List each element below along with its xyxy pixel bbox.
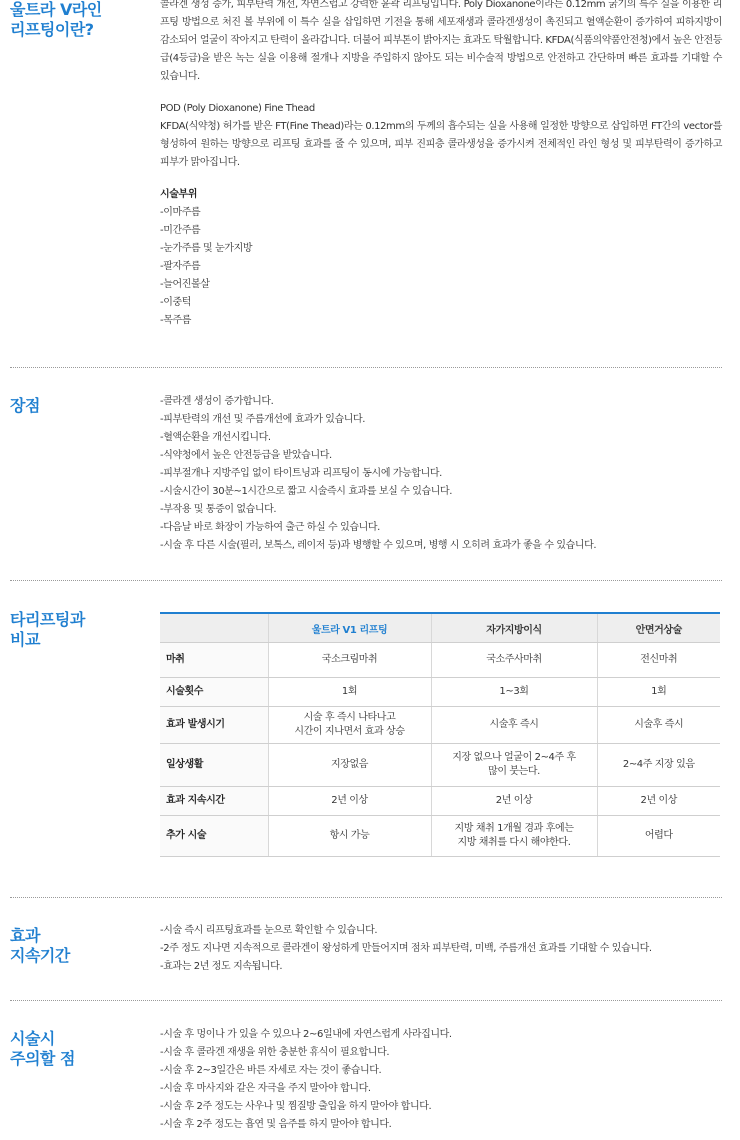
list-item: -목주름 xyxy=(160,315,191,326)
table-cell: 지장 없으나 얼굴이 2~4주 후 많이 붓는다. xyxy=(431,744,597,787)
duration-title-line2: 지속기간 xyxy=(10,946,70,965)
list-item: -2주 정도 지나면 지속적으로 콜라겐이 왕성하게 만들어지며 점차 피부탄력, 미백, 주름개선 효과를 기대할 수 있습니다. xyxy=(160,943,652,954)
table-cell: 시술후 즉시 xyxy=(597,707,720,744)
list-item: -시술 후 2주 정도는 흡연 및 음주를 하지 말아야 합니다. xyxy=(160,1119,392,1130)
table-cell: 국소크림마취 xyxy=(268,643,431,678)
merits-body xyxy=(160,393,722,555)
table-header-cell xyxy=(160,613,268,643)
row-label: 마취 xyxy=(160,643,268,678)
list-item: -다음날 바로 화장이 가능하여 출근 하실 수 있습니다. xyxy=(160,522,380,533)
list-item: -시술 후 마사지와 같은 자극을 주지 말아야 합니다. xyxy=(160,1083,371,1094)
intro-paragraph-2: KFDA(식약청) 허가를 받은 FT(Fine Thead)라는 0.12mm의 두께의 흡수되는 실을 사용해 일정한 방향으로 삽입하면 FT간의 vector를 형성하여 원하는 방향으로 리프팅 효과를 줄 수 있으며, 피부 진피층 콜라생성을 증가시켜 전체적인 라인 형성 및 피부탄력이 증가하고 피부가 맑아집니다. xyxy=(160,121,722,168)
list-item: -콜라겐 생성이 증가합니다. xyxy=(160,396,274,407)
list-item: -시술 후 멍이나 가 있을 수 있으나 2~6일내에 자연스럽게 사라집니다. xyxy=(160,1029,452,1040)
table-header-row xyxy=(160,613,720,643)
duration-list xyxy=(160,922,722,976)
list-item: -시술 즉시 리프팅효과를 눈으로 확인할 수 있습니다. xyxy=(160,925,378,936)
areas-block xyxy=(160,186,722,330)
table-cell: 1~3회 xyxy=(431,678,597,707)
compare-title-line2: 비교 xyxy=(10,630,40,649)
pod-block xyxy=(160,100,722,172)
table-cell: 시술 후 즉시 나타나고 시간이 지나면서 효과 상승 xyxy=(268,707,431,744)
table-cell: 시술후 즉시 xyxy=(431,707,597,744)
section-divider xyxy=(10,897,722,898)
intro-paragraph-1: 콜라겐 생성 증가, 피부탄력 개선, 자연스럽고 강력한 윤곽 리프팅입니다. Poly Dioxanone이라는 0.12mm 굵기의 특수 실을 이용한 리프팅 방법으로 처진 볼 부위에 이 특수 실을 삽입하면 기전을 통해 세포재생과 콜라겐생성이 촉진되고 혈액순환이 증가하여 피하지방이 감소되어 얼굴이 작아지고 탄력이 올라갑니다. 더불어 피부톤이 밝아지는 효과도 탁월합니다. KFDA(식품의약품안전청)에서 높은 안전등급(4등급)을 받은 녹는 실을 이용해 절개나 지방을 주입하지 않아도 되는 비수술적 방법으로 안전하고 간단하며 빠른 효과를 기대할 수 있습니다. xyxy=(160,0,722,82)
list-item: -눈가주름 및 눈가지방 xyxy=(160,243,253,254)
table-cell: 2년 이상 xyxy=(268,787,431,816)
list-item: -혈액순환을 개선시킵니다. xyxy=(160,432,271,443)
list-item: -시술 후 2~3일간은 바른 자세로 자는 것이 좋습니다. xyxy=(160,1065,382,1076)
list-item: -식약청에서 높은 안전등급을 받았습니다. xyxy=(160,450,332,461)
cautions-body xyxy=(160,1026,722,1134)
table-header-cell: 자가지방이식 xyxy=(431,613,597,643)
cautions-title-line1: 시술시 xyxy=(10,1029,55,1048)
table-cell: 지장없음 xyxy=(268,744,431,787)
duration-title xyxy=(10,926,70,966)
intro-title-line2: 리프팅이란? xyxy=(10,20,94,39)
list-item: -이중턱 xyxy=(160,297,191,308)
comparison-table xyxy=(160,612,720,857)
merits-list xyxy=(160,393,722,555)
table-cell: 항시 가능 xyxy=(268,816,431,857)
table-cell: 1회 xyxy=(268,678,431,707)
intro-title xyxy=(10,0,102,40)
table-cell: 1회 xyxy=(597,678,720,707)
cautions-title-line2: 주의할 점 xyxy=(10,1049,75,1068)
table-header-cell: 안면거상술 xyxy=(597,613,720,643)
table-row xyxy=(160,816,720,857)
list-item: -효과는 2년 정도 지속됩니다. xyxy=(160,961,283,972)
row-label: 일상생활 xyxy=(160,744,268,787)
cautions-title xyxy=(10,1029,75,1069)
list-item: -시술 후 콜라겐 재생을 위한 충분한 휴식이 필요합니다. xyxy=(160,1047,390,1058)
table-cell: 지방 채취 1개월 경과 후에는 지방 채취를 다시 해야한다. xyxy=(431,816,597,857)
table-cell: 2년 이상 xyxy=(597,787,720,816)
table-row xyxy=(160,643,720,678)
row-label: 효과 발생시기 xyxy=(160,707,268,744)
table-cell: 2년 이상 xyxy=(431,787,597,816)
table-header-cell: 울트라 V1 리프팅 xyxy=(268,613,431,643)
areas-title: 시술부위 xyxy=(160,189,198,200)
table-cell: 어렵다 xyxy=(597,816,720,857)
merits-title xyxy=(10,396,40,416)
duration-body xyxy=(160,922,722,976)
row-label: 추가 시술 xyxy=(160,816,268,857)
list-item: -부작용 및 통증이 없습니다. xyxy=(160,504,277,515)
row-label: 효과 지속시간 xyxy=(160,787,268,816)
list-item: -시술 후 다른 시술(필러, 보톡스, 레이저 등)과 병행할 수 있으며, 병행 시 오히려 효과가 좋을 수 있습니다. xyxy=(160,540,597,551)
section-divider xyxy=(10,580,722,581)
list-item: -피부절개나 지방주입 없이 타이트닝과 리프팅이 동시에 가능합니다. xyxy=(160,468,442,479)
intro-title-line1: 울트라 V라인 xyxy=(10,0,102,19)
table-row xyxy=(160,744,720,787)
list-item: -늘어진볼살 xyxy=(160,279,210,290)
merits-title-line1: 장점 xyxy=(10,396,40,415)
list-item: -피부탄력의 개선 및 주름개선에 효과가 있습니다. xyxy=(160,414,366,425)
table-cell: 2~4주 지장 있음 xyxy=(597,744,720,787)
duration-title-line1: 효과 xyxy=(10,926,40,945)
table-cell: 전신마취 xyxy=(597,643,720,678)
list-item: -시술 후 2주 정도는 사우나 및 찜질방 출입을 하지 말아야 합니다. xyxy=(160,1101,432,1112)
cautions-list xyxy=(160,1026,722,1134)
compare-title-line1: 타리프팅과 xyxy=(10,610,85,629)
list-item: -팔자주름 xyxy=(160,261,201,272)
section-divider xyxy=(10,1000,722,1001)
intro-body xyxy=(160,0,722,330)
pod-title: POD (Poly Dioxanone) Fine Thead xyxy=(160,103,315,114)
list-item: -이마주름 xyxy=(160,207,201,218)
list-item: -미간주름 xyxy=(160,225,201,236)
row-label: 시술횟수 xyxy=(160,678,268,707)
table-row xyxy=(160,707,720,744)
list-item: -시술시간이 30분~1시간으로 짧고 시술즉시 효과를 보실 수 있습니다. xyxy=(160,486,453,497)
section-divider xyxy=(10,367,722,368)
table-row xyxy=(160,678,720,707)
table-cell: 국소주사마취 xyxy=(431,643,597,678)
table-row xyxy=(160,787,720,816)
areas-list xyxy=(160,204,722,330)
compare-title xyxy=(10,610,85,650)
